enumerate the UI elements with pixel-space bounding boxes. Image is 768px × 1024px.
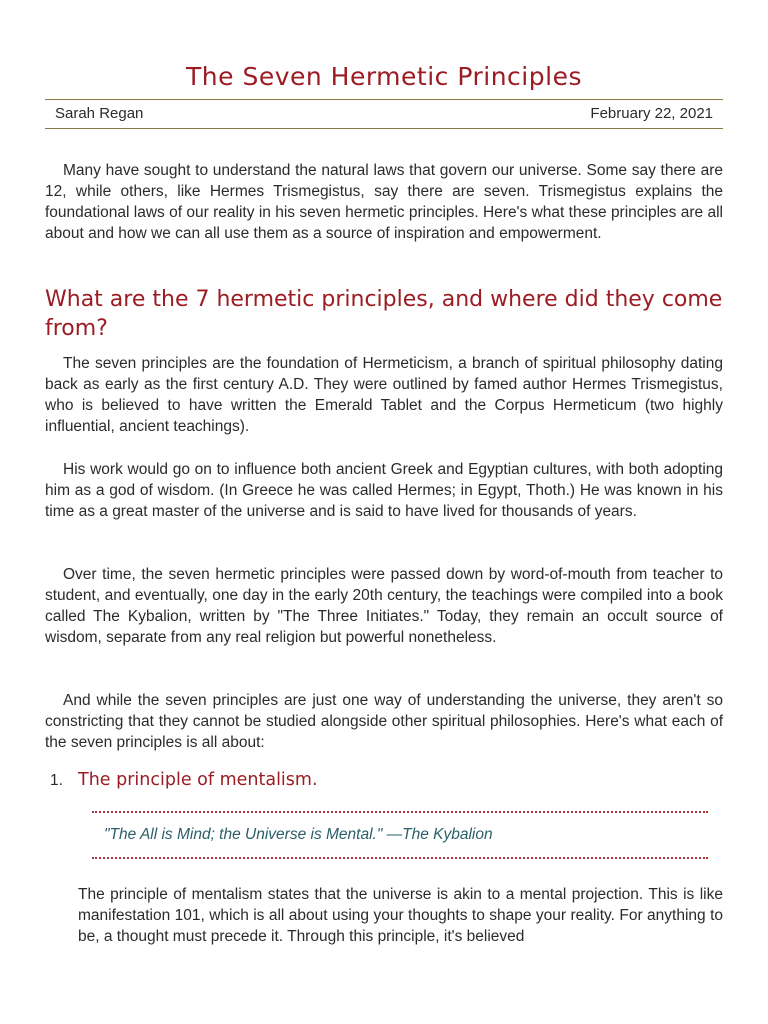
principle-list-item xyxy=(50,770,318,790)
quote-text: "The All is Mind; the Universe is Mental." —The Kybalion xyxy=(104,826,493,843)
publish-date: February 22, 2021 xyxy=(590,105,713,122)
section-heading: What are the 7 hermetic principles, and where did they come from? xyxy=(45,287,723,341)
page-title: The Seven Hermetic Principles xyxy=(186,62,582,91)
principle-body-paragraph: The principle of mentalism states that the universe is akin to a mental projection. This is like manifestation 101, which is all about using your thoughts to shape your reality. For anything to be, a thought must precede it. Through this principle, it's believed xyxy=(78,886,723,945)
body-paragraph: His work would go on to influence both ancient Greek and Egyptian cultures, with both adopting him as a god of wisdom. (In Greece he was called Hermes; in Egypt, Thoth.) He was known in his time as a great master of the universe and is said to have lived for thousands of years. xyxy=(45,461,723,520)
body-paragraph: And while the seven principles are just one way of understanding the universe, they aren't so constricting that they cannot be studied alongside other spiritual philosophies. Here's what each of the seven principles is all about: xyxy=(45,692,723,751)
intro-paragraph: Many have sought to understand the natural laws that govern our universe. Some say there are 12, while others, like Hermes Trismegistus, say there are seven. Trismegistus explains the foundational laws of our reality in his seven hermetic principles. Here's what these principles are all about and how we can all use them as a source of inspiration and empowerment. xyxy=(45,162,723,242)
body-paragraph: The seven principles are the foundation of Hermeticism, a branch of spiritual philosophy dating back as early as the first century A.D. They were outlined by famed author Hermes Trismegistus, who is believed to have written the Emerald Tablet and the Corpus Hermeticum (two highly influential, ancient teachings). xyxy=(45,355,723,435)
list-number: 1. xyxy=(50,772,63,789)
principle-heading-period: . xyxy=(311,770,318,790)
pull-quote xyxy=(92,811,708,859)
principle-heading: The principle of mentalism xyxy=(78,770,312,790)
body-paragraph: Over time, the seven hermetic principles were passed down by word-of-mouth from teacher to student, and eventually, one day in the early 20th century, the teachings were compiled into a book called The Kybalion, written by "The Three Initiates." Today, they remain an occult source of wisdom, separate from any real religion but powerful nonetheless. xyxy=(45,566,723,646)
author-name: Sarah Regan xyxy=(55,105,144,122)
byline xyxy=(45,99,723,129)
